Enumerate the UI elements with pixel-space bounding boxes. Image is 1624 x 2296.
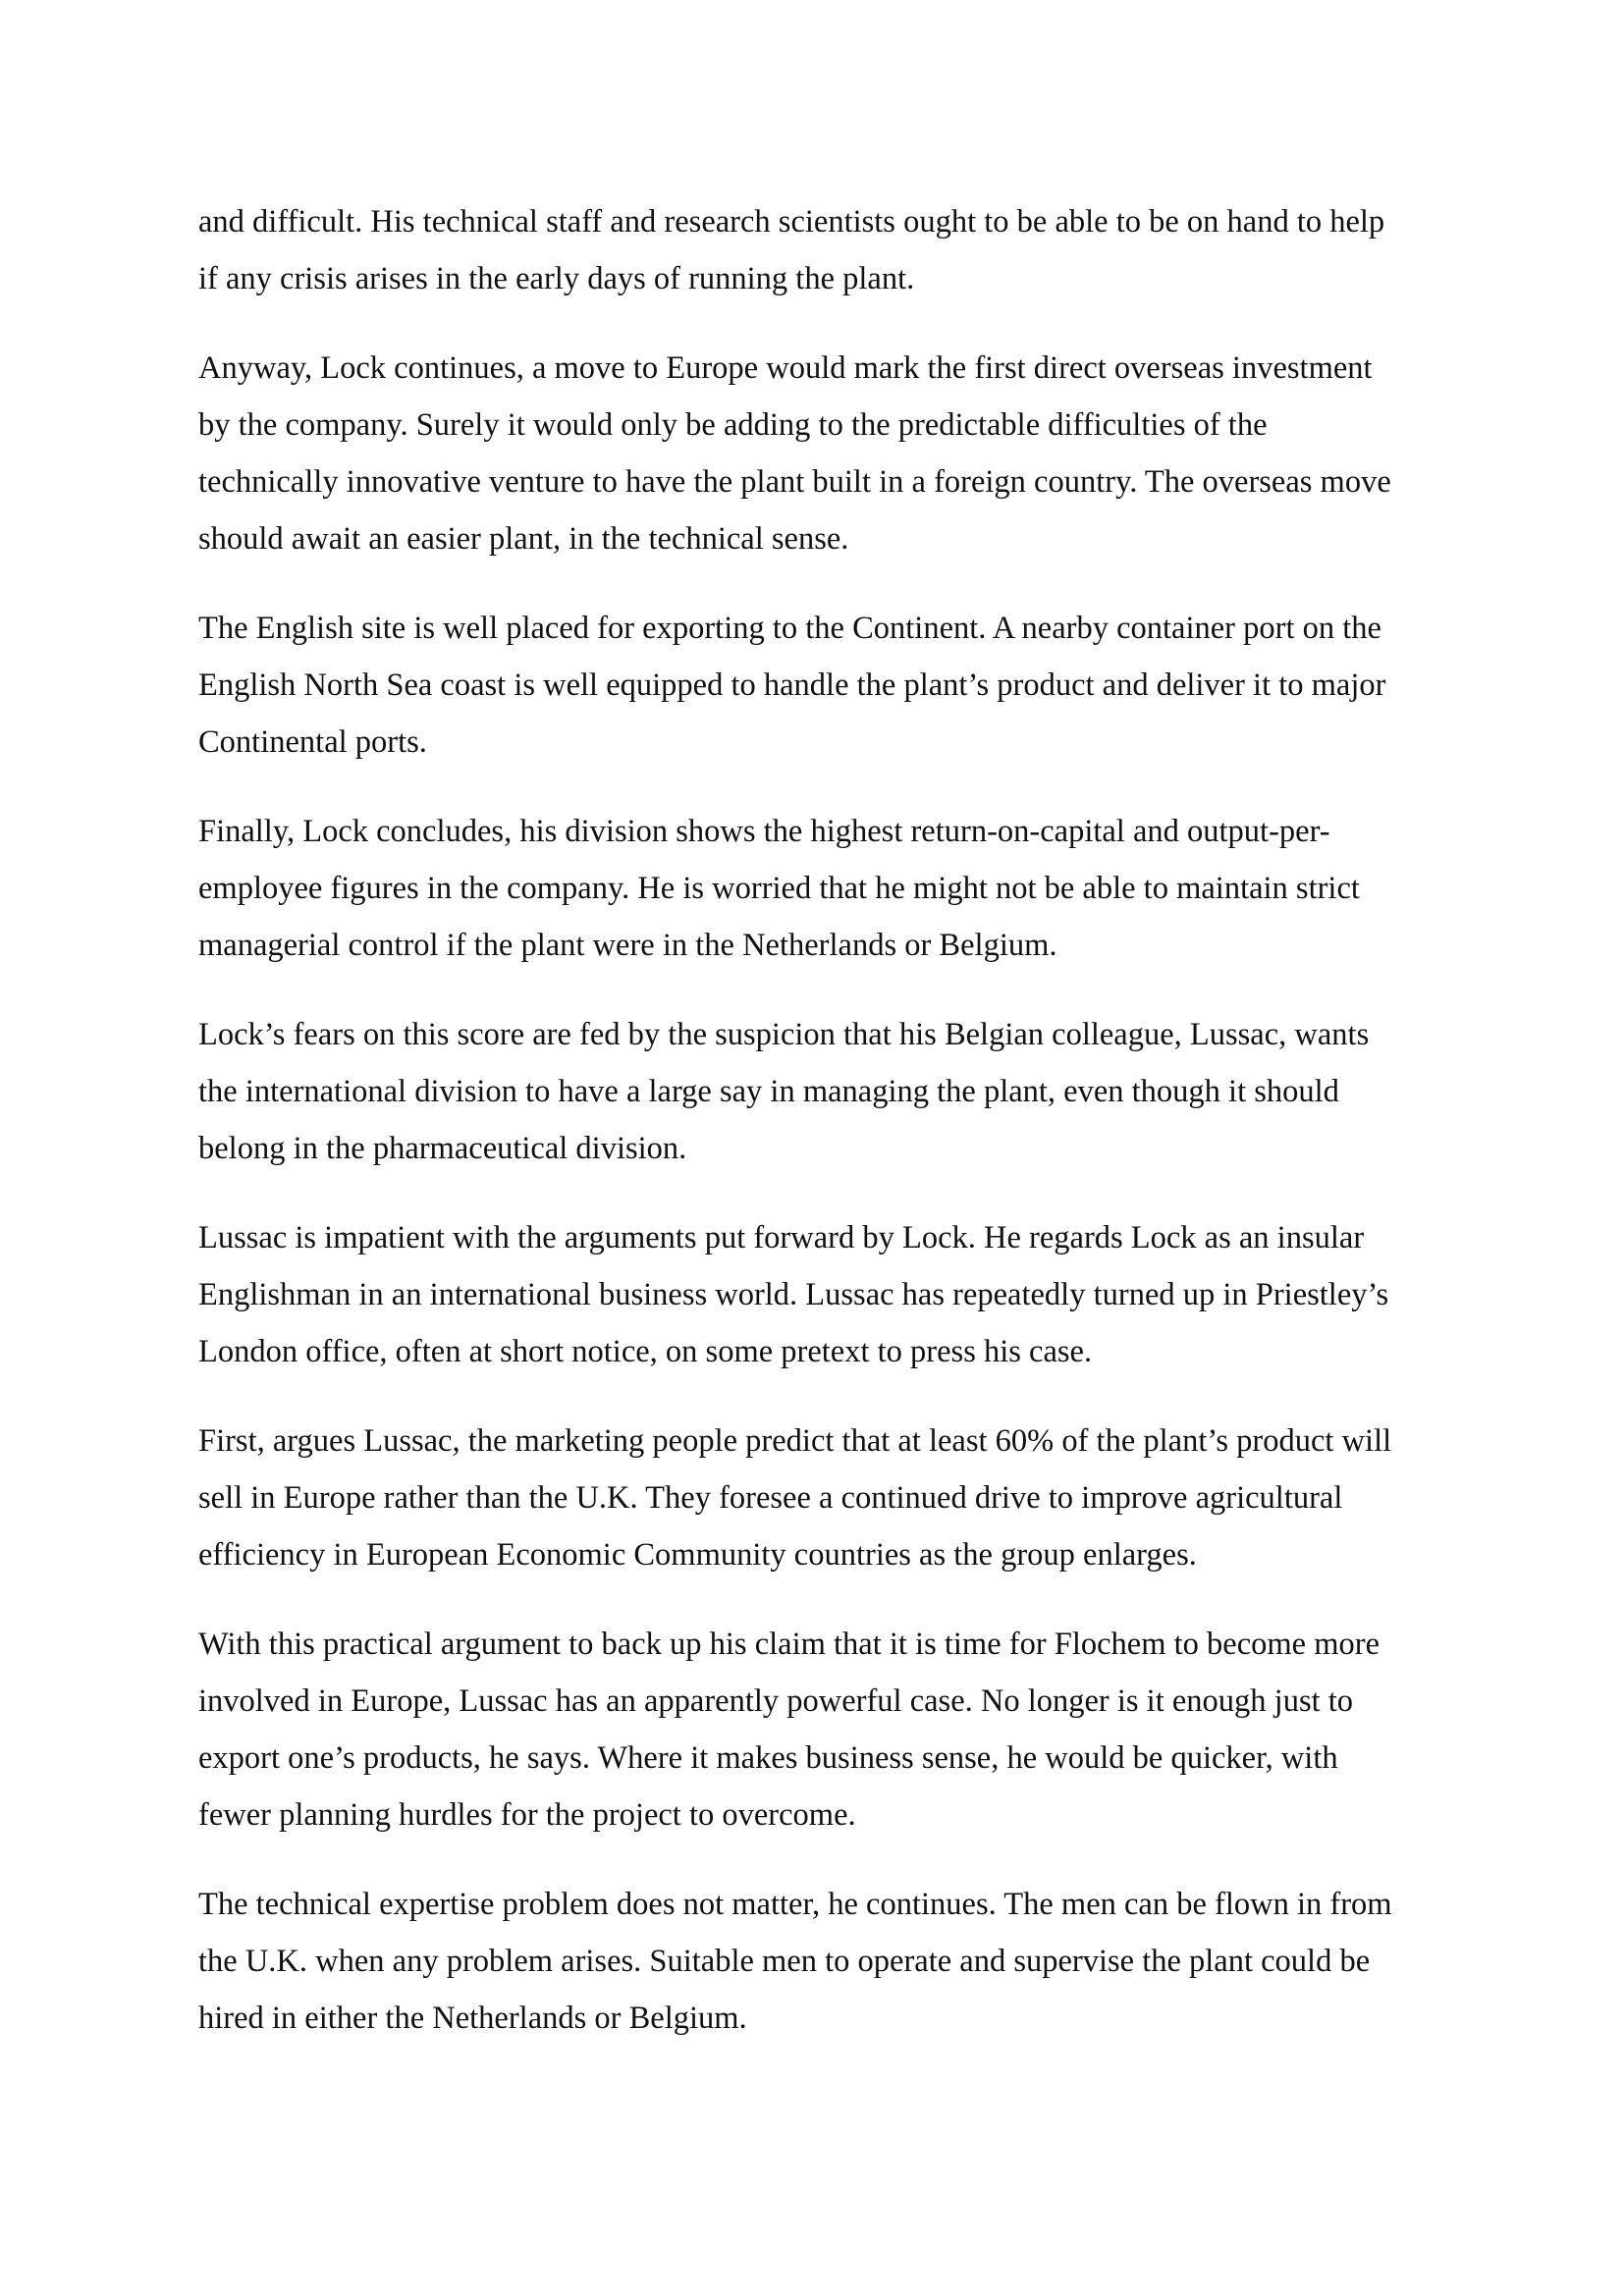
text-line: Finally, Lock concludes, his division shows the highest return-on-capital and output-per- bbox=[198, 814, 1330, 849]
text-line: Lussac is impatient with the arguments put forward by Lock. He regards Lock as an insular bbox=[198, 1220, 1365, 1255]
text-line: Lock’s fears on this score are fed by the suspicion that his Belgian colleague, Lussac, wants bbox=[198, 1017, 1370, 1052]
text-line: managerial control if the plant were in the Netherlands or Belgium. bbox=[198, 928, 1057, 963]
text-line: export one’s products, he says. Where it makes business sense, he would be quicker, with bbox=[198, 1740, 1338, 1776]
document-body bbox=[198, 193, 1445, 2079]
text-line: The English site is well placed for exporting to the Continent. A nearby container port on the bbox=[198, 611, 1381, 646]
text-line: hired in either the Netherlands or Belgium. bbox=[198, 2001, 747, 2036]
paragraph bbox=[198, 1006, 1445, 1177]
text-line: With this practical argument to back up his claim that it is time for Flochem to become more bbox=[198, 1627, 1380, 1662]
paragraph bbox=[198, 340, 1445, 567]
paragraph bbox=[198, 1616, 1445, 1843]
text-line: efficiency in European Economic Community countries as the group enlarges. bbox=[198, 1537, 1197, 1573]
text-line: sell in Europe rather than the U.K. They foresee a continued drive to improve agricultural bbox=[198, 1480, 1343, 1516]
text-line: technically innovative venture to have the plant built in a foreign country. The overseas move bbox=[198, 464, 1391, 500]
text-line: and difficult. His technical staff and research scientists ought to be able to be on hand to help bbox=[198, 204, 1385, 240]
text-line: fewer planning hurdles for the project to overcome. bbox=[198, 1797, 856, 1833]
paragraph bbox=[198, 1209, 1445, 1380]
paragraph bbox=[198, 1876, 1445, 2047]
paragraph bbox=[198, 803, 1445, 974]
text-line: employee figures in the company. He is worried that he might not be able to maintain strict bbox=[198, 871, 1360, 906]
text-line: Continental ports. bbox=[198, 724, 427, 760]
text-line: London office, often at short notice, on some pretext to press his case. bbox=[198, 1334, 1093, 1369]
text-line: the international division to have a large say in managing the plant, even though it should bbox=[198, 1074, 1339, 1109]
text-line: English North Sea coast is well equipped to handle the plant’s product and deliver it to major bbox=[198, 667, 1386, 703]
text-line: Anyway, Lock continues, a move to Europe would mark the first direct overseas investment bbox=[198, 350, 1373, 386]
text-line: should await an easier plant, in the technical sense. bbox=[198, 521, 849, 557]
text-line: the U.K. when any problem arises. Suitable men to operate and supervise the plant could be bbox=[198, 1944, 1371, 1979]
text-line: Englishman in an international business world. Lussac has repeatedly turned up in Priestley’s bbox=[198, 1277, 1389, 1312]
text-line: involved in Europe, Lussac has an apparently powerful case. No longer is it enough just to bbox=[198, 1683, 1354, 1719]
text-line: The technical expertise problem does not matter, he continues. The men can be flown in from bbox=[198, 1887, 1392, 1922]
text-line: First, argues Lussac, the marketing people predict that at least 60% of the plant’s product will bbox=[198, 1423, 1392, 1459]
paragraph bbox=[198, 1413, 1445, 1583]
text-line: by the company. Surely it would only be adding to the predictable difficulties of the bbox=[198, 407, 1268, 443]
text-line: if any crisis arises in the early days of running the plant. bbox=[198, 261, 915, 296]
paragraph bbox=[198, 600, 1445, 771]
paragraph bbox=[198, 193, 1445, 307]
text-line: belong in the pharmaceutical division. bbox=[198, 1131, 687, 1166]
